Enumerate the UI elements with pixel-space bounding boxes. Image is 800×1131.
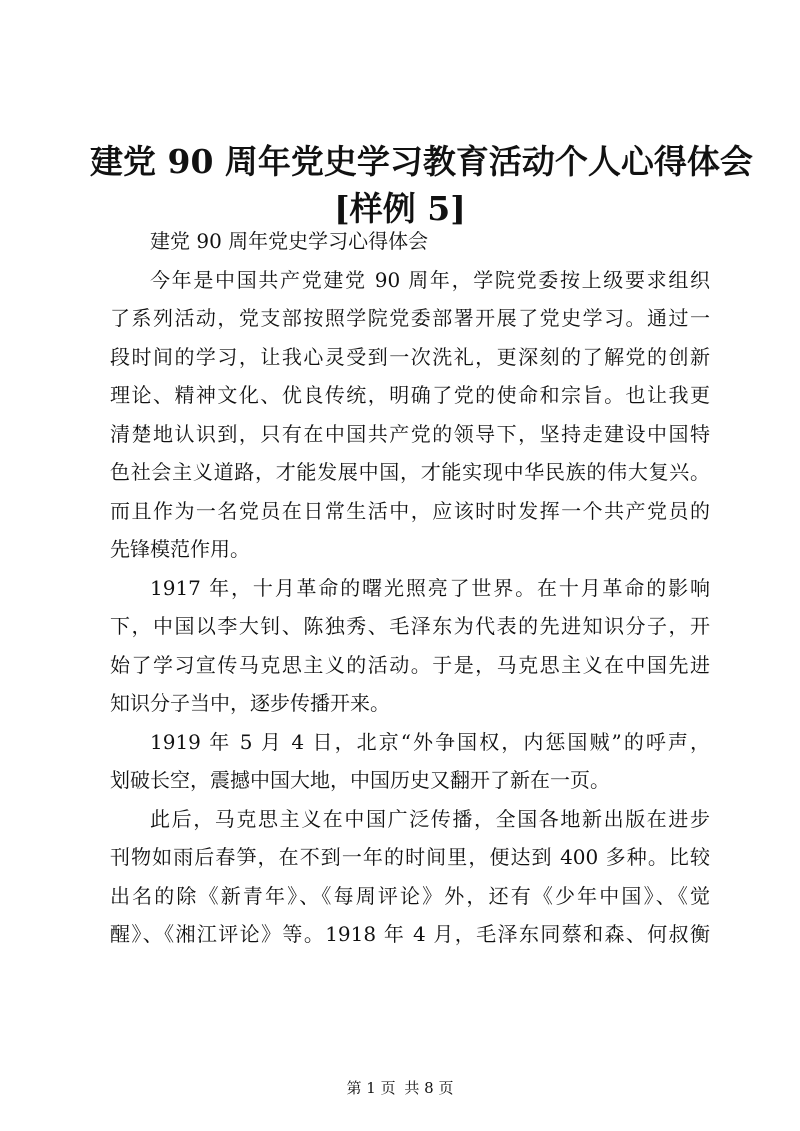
paragraph-line: 知识分子当中，逐步传播开来。 bbox=[110, 691, 390, 715]
title-line: [样例 5] bbox=[334, 189, 466, 228]
paragraph-line: 出名的除《新青年》、《每周评论》外，还有《少年中国》、《觉 bbox=[110, 883, 710, 908]
paragraph-line: 清楚地认识到，只有在中国共产党的领导下，坚持走建设中国特 bbox=[110, 421, 710, 446]
paragraph-line: 理论、精神文化、优良传统，明确了党的使命和宗旨。也让我更 bbox=[110, 383, 710, 407]
paragraph-line: 刊物如雨后春笋，在不到一年的时间里，便达到 400 多种。比较 bbox=[110, 845, 710, 869]
page-footer bbox=[0, 1078, 800, 1098]
page-number: 第 1 页 bbox=[346, 1079, 396, 1097]
page-total: 共 8 页 bbox=[404, 1079, 454, 1097]
paragraph-line: 1919 年 5 月 4 日，北京“外争国权，内惩国贼”的呼声， bbox=[150, 729, 710, 754]
paragraph bbox=[110, 261, 710, 569]
paragraph-line: 先锋模范作用。 bbox=[110, 537, 250, 561]
paragraph bbox=[110, 800, 710, 954]
document-title bbox=[90, 138, 753, 232]
paragraph-line: 色社会主义道路，才能发展中国，才能实现中华民族的伟大复兴。 bbox=[110, 460, 710, 484]
paragraph-line: 1917 年，十月革命的曙光照亮了世界。在十月革命的影响 bbox=[150, 575, 710, 600]
paragraph-line: 下，中国以李大钊、陈独秀、毛泽东为代表的先进知识分子，开 bbox=[110, 614, 710, 638]
paragraph-line: 划破长空，震撼中国大地，中国历史又翻开了新在一页。 bbox=[110, 768, 610, 792]
paragraph-line: 今年是中国共产党建党 90 周年，学院党委按上级要求组织 bbox=[150, 267, 710, 292]
document-body bbox=[110, 222, 710, 954]
paragraph-line: 建党 90 周年党史学习心得体会 bbox=[150, 229, 429, 253]
paragraph-line: 而且作为一名党员在日常生活中，应该时时发挥一个共产党员的 bbox=[110, 498, 710, 523]
paragraph-line: 了系列活动，党支部按照学院党委部署开展了党史学习。通过一 bbox=[110, 306, 710, 330]
paragraph-line: 此后，马克思主义在中国广泛传播，全国各地新出版在进步 bbox=[150, 806, 710, 831]
paragraph bbox=[110, 569, 710, 723]
title-line: 建党 90 周年党史学习教育活动个人心得体会 bbox=[90, 142, 753, 181]
paragraph-line: 段时间的学习，让我心灵受到一次洗礼，更深刻的了解党的创新 bbox=[110, 344, 710, 369]
paragraph-line: 醒》、《湘江评论》等。1918 年 4 月，毛泽东同蔡和森、何叔衡 bbox=[110, 922, 710, 946]
paragraph-heading bbox=[110, 222, 710, 261]
paragraph bbox=[110, 723, 710, 800]
paragraph-line: 始了学习宣传马克思主义的活动。于是，马克思主义在中国先进 bbox=[110, 652, 710, 677]
